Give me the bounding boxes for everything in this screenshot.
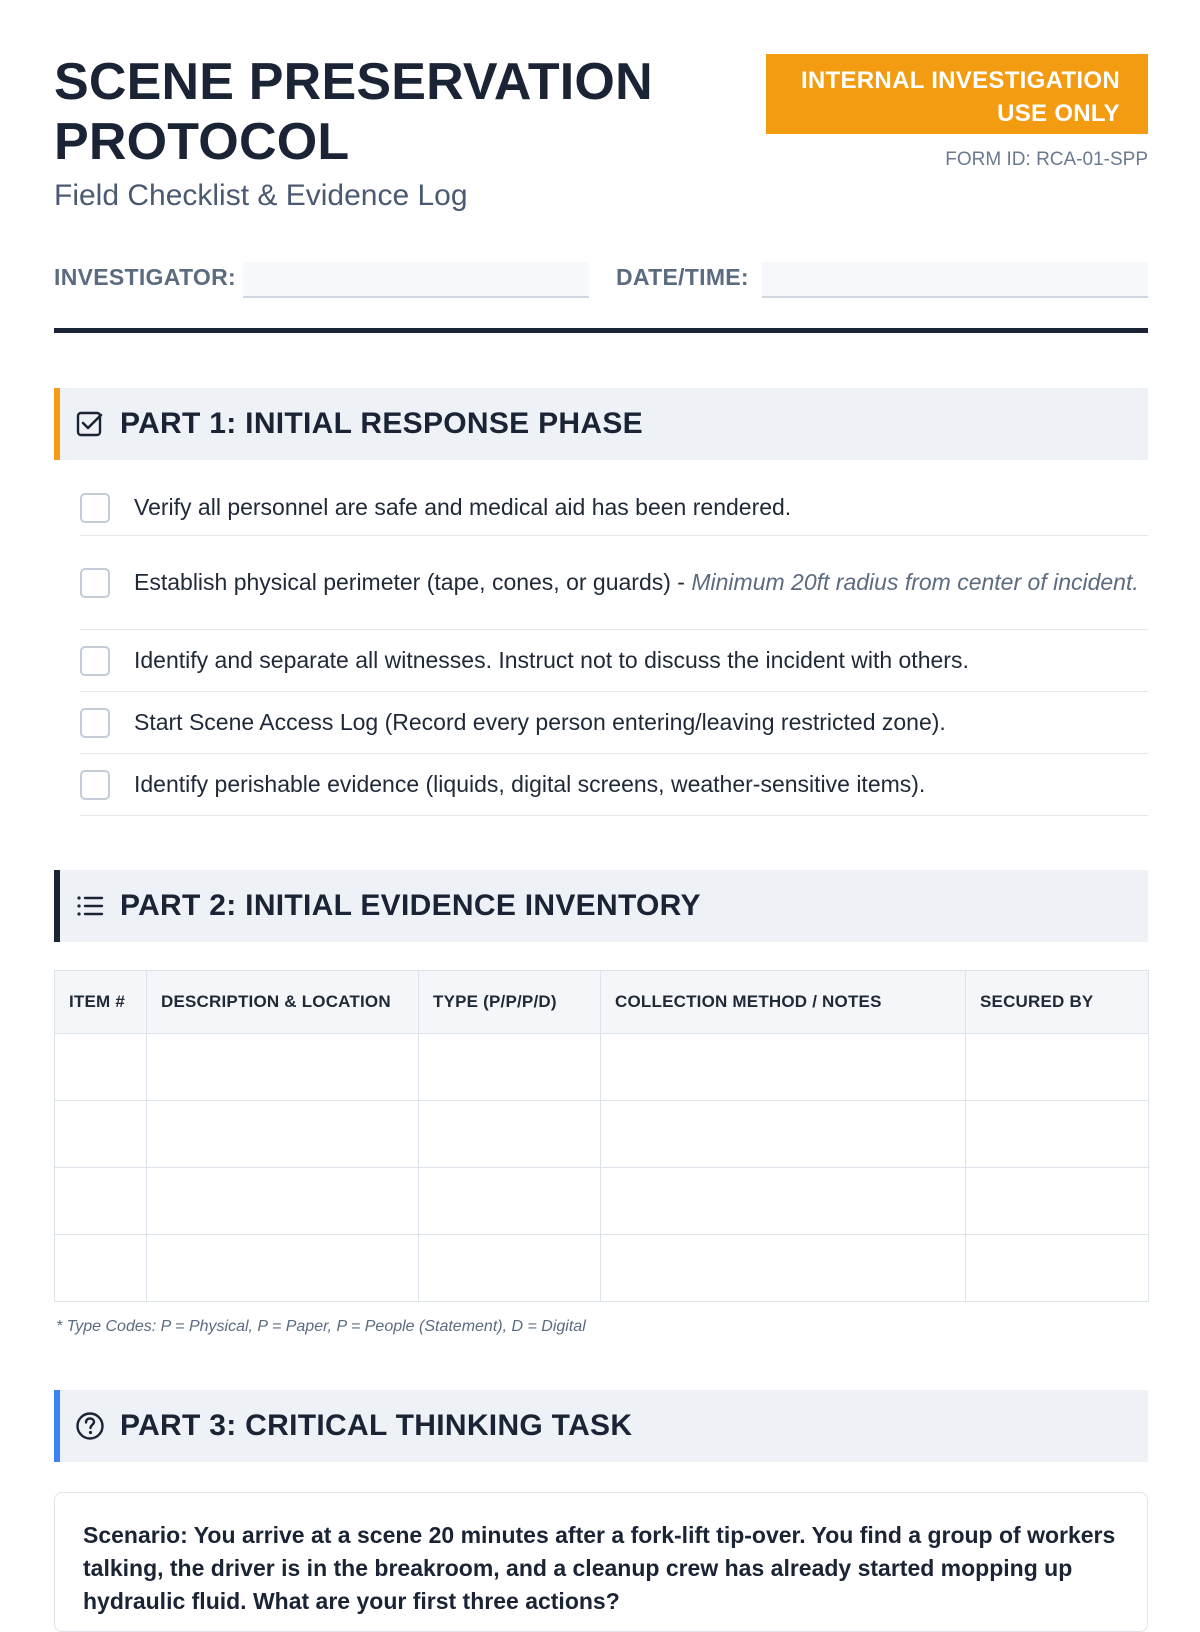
investigator-label: INVESTIGATOR: xyxy=(54,264,236,290)
checkbox[interactable] xyxy=(80,568,110,598)
checklist-item xyxy=(80,536,1148,630)
checklist-item xyxy=(80,692,1148,754)
table-row xyxy=(55,1034,1149,1101)
question-circle-icon xyxy=(74,1410,106,1442)
checklist-item-text: Identify and separate all witnesses. Instruct not to discuss the incident with others. xyxy=(134,647,969,673)
datetime-label: DATE/TIME: xyxy=(616,264,749,290)
part1-title: PART 1: INITIAL RESPONSE PHASE xyxy=(120,407,643,440)
checkbox-square-icon xyxy=(74,408,106,440)
table-cell[interactable] xyxy=(147,1235,419,1302)
checklist-item-text: Establish physical perimeter (tape, cones, or guards) - Minimum 20ft radius from center of incident. xyxy=(134,569,1139,595)
part2-title: PART 2: INITIAL EVIDENCE INVENTORY xyxy=(120,889,701,922)
checklist-item-text: Start Scene Access Log (Record every person entering/leaving restricted zone). xyxy=(134,709,946,735)
list-icon xyxy=(74,890,106,922)
table-cell[interactable] xyxy=(601,1034,966,1101)
column-header-collection: COLLECTION METHOD / NOTES xyxy=(601,971,966,1034)
table-cell[interactable] xyxy=(147,1101,419,1168)
table-row xyxy=(55,1101,1149,1168)
checkbox[interactable] xyxy=(80,708,110,738)
part1-accent-bar xyxy=(54,388,60,460)
part1-header xyxy=(54,388,1148,460)
page-title: SCENE PRESERVATION PROTOCOL xyxy=(54,53,653,171)
checklist-item-text: Verify all personnel are safe and medical aid has been rendered. xyxy=(134,494,792,520)
table-cell[interactable] xyxy=(55,1034,147,1101)
checklist-item xyxy=(80,630,1148,692)
type-codes-footnote: * Type Codes: P = Physical, P = Paper, P = People (Statement), D = Digital xyxy=(56,1318,586,1335)
evidence-inventory-table xyxy=(54,970,1149,1302)
form-id: FORM ID: RCA-01-SPP xyxy=(945,149,1148,170)
part3-accent-bar xyxy=(54,1390,60,1462)
column-header-item: ITEM # xyxy=(55,971,147,1034)
checkbox[interactable] xyxy=(80,493,110,523)
internal-use-badge: INTERNAL INVESTIGATION USE ONLY xyxy=(766,54,1148,134)
table-row xyxy=(55,1235,1149,1302)
table-cell[interactable] xyxy=(601,1168,966,1235)
table-cell[interactable] xyxy=(55,1168,147,1235)
checklist-item-note: Minimum 20ft radius from center of incident. xyxy=(691,569,1139,595)
checklist-item xyxy=(80,754,1148,816)
investigator-field[interactable] xyxy=(243,262,589,298)
table-cell[interactable] xyxy=(966,1168,1149,1235)
table-row xyxy=(55,1168,1149,1235)
table-cell[interactable] xyxy=(419,1034,601,1101)
column-header-secured-by: SECURED BY xyxy=(966,971,1149,1034)
table-cell[interactable] xyxy=(966,1235,1149,1302)
header-divider xyxy=(54,328,1148,333)
table-cell[interactable] xyxy=(601,1101,966,1168)
table-cell[interactable] xyxy=(966,1034,1149,1101)
table-cell[interactable] xyxy=(419,1235,601,1302)
part3-title: PART 3: CRITICAL THINKING TASK xyxy=(120,1409,633,1442)
table-cell[interactable] xyxy=(966,1101,1149,1168)
table-cell[interactable] xyxy=(55,1235,147,1302)
part3-header xyxy=(54,1390,1148,1462)
response-checklist xyxy=(80,480,1148,816)
part2-accent-bar xyxy=(54,870,60,942)
table-cell[interactable] xyxy=(147,1168,419,1235)
page-subtitle: Field Checklist & Evidence Log xyxy=(54,179,468,212)
table-cell[interactable] xyxy=(601,1235,966,1302)
checklist-item-text: Identify perishable evidence (liquids, digital screens, weather-sensitive items). xyxy=(134,771,926,797)
checklist-item xyxy=(80,480,1148,536)
datetime-field[interactable] xyxy=(762,262,1148,298)
table-header-row xyxy=(55,971,1149,1034)
checkbox[interactable] xyxy=(80,646,110,676)
column-header-type: TYPE (P/P/P/D) xyxy=(419,971,601,1034)
table-cell[interactable] xyxy=(419,1168,601,1235)
checkbox[interactable] xyxy=(80,770,110,800)
table-cell[interactable] xyxy=(55,1101,147,1168)
scenario-text: Scenario: You arrive at a scene 20 minutes after a fork-lift tip-over. You find a group of workers talking, the driver is in the breakroom, and a cleanup crew has already started mopping up hydraulic fluid. What are your first three actions? xyxy=(83,1522,1116,1614)
table-cell[interactable] xyxy=(147,1034,419,1101)
table-cell[interactable] xyxy=(419,1101,601,1168)
scenario-card xyxy=(54,1492,1148,1632)
column-header-description: DESCRIPTION & LOCATION xyxy=(147,971,419,1034)
part2-header xyxy=(54,870,1148,942)
